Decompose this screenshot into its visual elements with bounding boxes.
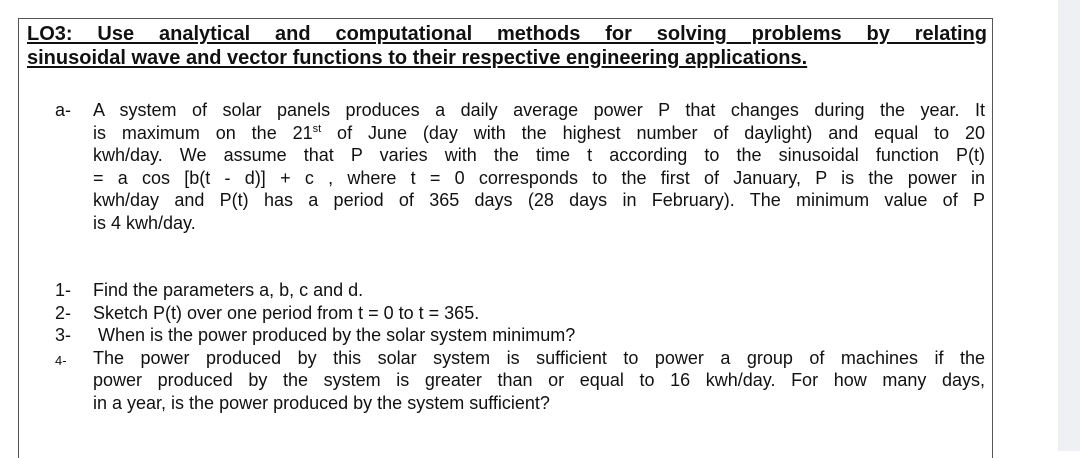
part-a-line-seg: of June (day with the highest number of daylight) and equal to 20 (321, 122, 985, 143)
question-number: 3- (55, 325, 72, 345)
scroll-gutter (1058, 0, 1080, 451)
question-text: Sketch P(t) over one period from t = 0 to t = 365. (93, 302, 480, 323)
question-text: The power produced by this solar system is sufficient to power a group of machines if the (93, 347, 985, 368)
question-item (55, 324, 985, 347)
part-a-text (93, 99, 985, 234)
part-a-line: A system of solar panels produces a daily average power P that changes during the year. It (93, 100, 985, 120)
question-text: in a year, is the power produced by the system sufficient? (93, 392, 550, 413)
heading-line-1: LO3: Use analytical and computational methods for solving problems by relating (27, 23, 987, 45)
part-a-marker: a- (55, 100, 72, 120)
section-heading (27, 22, 987, 70)
question-item (55, 347, 985, 415)
part-a-line: = a cos [b(t - d)] + c , where t = 0 corresponds to the first of January, P is the power in (93, 167, 985, 188)
question-list (55, 279, 985, 414)
question-text: Find the parameters a, b, c and d. (93, 280, 364, 300)
question-number: 4- (55, 352, 67, 368)
part-a-line: is 4 kwh/day. (93, 212, 196, 233)
question-item (55, 279, 985, 302)
question-text: power produced by the system is greater than or equal to 16 kwh/day. For how many days, (93, 370, 985, 390)
part-a-line-seg: is maximum on the 21 (93, 122, 313, 143)
question-text: When is the power produced by the solar system minimum? (93, 325, 576, 345)
question-item (55, 302, 985, 325)
part-a-line: kwh/day. We assume that P varies with the time t according to the sinusoidal function P(t) (93, 145, 985, 165)
question-number: 2- (55, 302, 72, 323)
question-number: 1- (55, 280, 72, 300)
part-a-line (93, 122, 985, 145)
part-a-paragraph (55, 99, 985, 234)
part-a-line: kwh/day and P(t) has a period of 365 days (28 days in February). The minimum value of P (93, 190, 985, 210)
heading-line-2: sinusoidal wave and vector functions to their respective engineering applications. (27, 47, 808, 69)
ordinal-suffix: st (312, 122, 322, 135)
